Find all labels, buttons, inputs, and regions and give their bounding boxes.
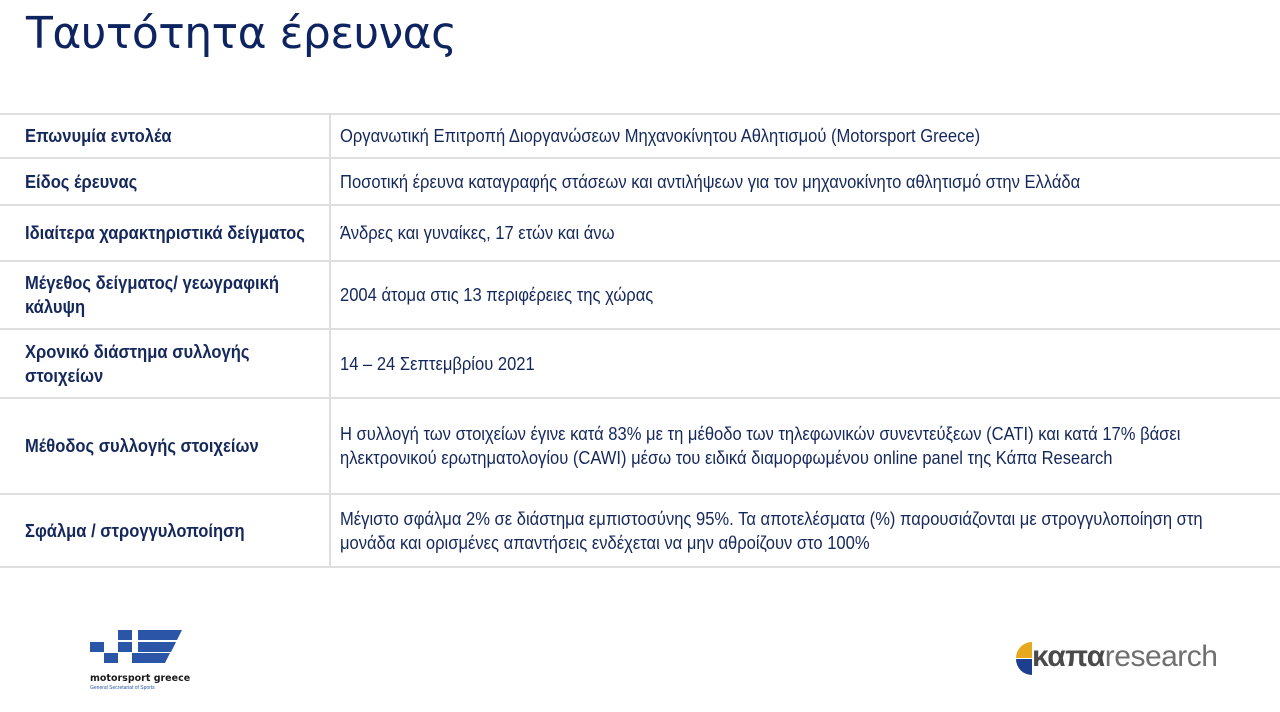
- kapa-research-logo: [1016, 640, 1216, 680]
- page-title: Ταυτότητα έρευνας: [26, 8, 457, 59]
- row-label: Μέγεθος δείγματος/ γεωγραφική κάλυψη: [0, 261, 330, 329]
- table-row: [0, 114, 1280, 158]
- table-row: [0, 398, 1280, 494]
- table-row: [0, 158, 1280, 205]
- table-row: [0, 261, 1280, 329]
- row-value: 2004 άτομα στις 13 περιφέρειες της χώρας: [330, 261, 1280, 329]
- row-value: Άνδρες και γυναίκες, 17 ετών και άνω: [330, 205, 1280, 261]
- table-row: [0, 329, 1280, 398]
- row-value: Ποσοτική έρευνα καταγραφής στάσεων και αντιλήψεων για τον μηχανοκίνητο αθλητισμό στην Ελλάδα: [330, 158, 1280, 205]
- table-row: [0, 494, 1280, 567]
- row-value: Οργανωτική Επιτροπή Διοργανώσεων Μηχανοκίνητου Αθλητισμού (Motorsport Greece): [330, 114, 1280, 158]
- row-value: Μέγιστο σφάλμα 2% σε διάστημα εμπιστοσύνης 95%. Τα αποτελέσματα (%) παρουσιάζονται με στρογγυλοποίηση στη μονάδα και ορισμένες απαντήσεις ενδέχεται να μην αθροίζουν στο 100%: [330, 494, 1280, 567]
- checkered-flag-icon: [88, 628, 184, 670]
- motorsport-greece-wordmark: motorsport greece: [90, 673, 191, 684]
- row-value: Η συλλογή των στοιχείων έγινε κατά 83% με τη μέθοδο των τηλεφωνικών συνεντεύξεων (CATI) και κατά 17% βάσει ηλεκτρονικού ερωτηματολογίου (CAWI) μέσω του ειδικά διαμορφωμένου online panel της Κάπα Research: [330, 398, 1280, 494]
- row-label: Μέθοδος συλλογής στοιχείων: [0, 398, 330, 494]
- row-label: Χρονικό διάστημα συλλογής στοιχείων: [0, 329, 330, 398]
- survey-identity-table: [0, 113, 1280, 568]
- motorsport-greece-subtitle: General Secretariat of Sports: [90, 685, 155, 691]
- table-row: [0, 205, 1280, 261]
- row-value: 14 – 24 Σεπτεμβρίου 2021: [330, 329, 1280, 398]
- row-label: Ιδιαίτερα χαρακτηριστικά δείγματος: [0, 205, 330, 261]
- row-label: Είδος έρευνας: [0, 158, 330, 205]
- kapa-research-wordmark: καπαresearch: [1032, 640, 1218, 673]
- kapa-half-circle-icon: [1016, 640, 1032, 676]
- motorsport-greece-logo: [88, 628, 191, 692]
- row-label: Επωνυμία εντολέα: [0, 114, 330, 158]
- row-label: Σφάλμα / στρογγυλοποίηση: [0, 494, 330, 567]
